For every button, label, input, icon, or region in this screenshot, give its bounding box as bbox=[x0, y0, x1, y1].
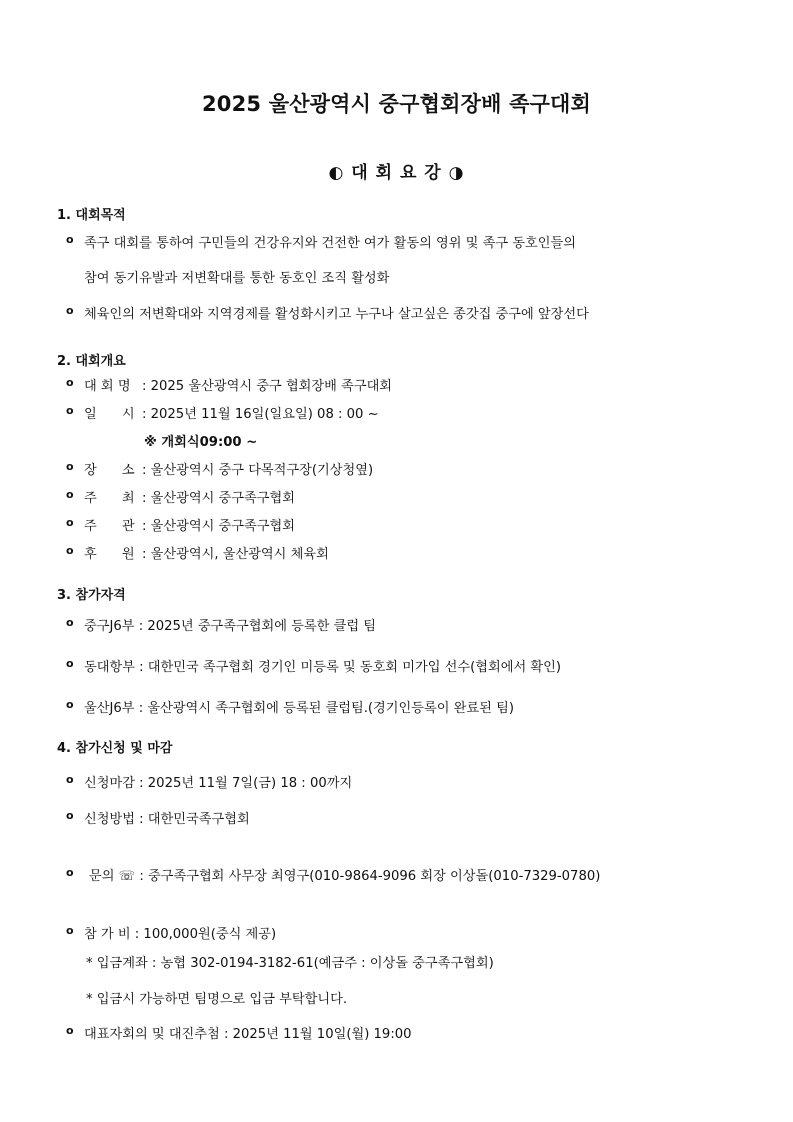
eligibility-line-3: 울산J6부 : 울산광역시 족구협회에 등록된 클럽팀.(경기인등록이 완료된 팀) bbox=[84, 701, 514, 716]
application-deadline: 신청마감 : 2025년 11월 7일(금) 18 : 00까지 bbox=[84, 776, 353, 791]
section-heading-purpose: 1. 대회목적 bbox=[57, 208, 126, 223]
overview-date bbox=[84, 403, 379, 422]
opening-ceremony-note: ※ 개회식09:00 ~ bbox=[144, 435, 258, 450]
purpose-line-2: 체육인의 저변확대와 지역경제를 활성화시키고 누구나 살고싶은 종갓집 중구에 앞장선다 bbox=[84, 307, 589, 322]
section-heading-eligibility: 3. 참가자격 bbox=[57, 588, 126, 603]
eligibility-line-2: 동대항부 : 대한민국 족구협회 경기인 미등록 및 동호회 미가입 선수(협회에서 확인) bbox=[84, 660, 562, 675]
purpose-line-1a: 족구 대회를 통하여 구민들의 건강유지와 건전한 여가 활동의 영위 및 족구 동호인들의 bbox=[84, 236, 576, 251]
section-heading-overview: 2. 대회개요 bbox=[57, 354, 126, 369]
section-heading-application: 4. 참가신청 및 마감 bbox=[57, 741, 173, 756]
bullet-icon: o bbox=[66, 866, 74, 879]
bullet-icon: o bbox=[66, 488, 74, 501]
bullet-icon: o bbox=[66, 233, 74, 246]
bullet-icon: o bbox=[66, 404, 74, 417]
document-subtitle: ◐ 대 회 요 강 ◑ bbox=[328, 163, 465, 183]
bullet-icon: o bbox=[66, 1024, 74, 1037]
overview-host bbox=[84, 487, 295, 506]
application-method: 신청방법 : 대한민국족구협회 bbox=[84, 812, 250, 827]
organizer-label: 주 관 bbox=[84, 519, 135, 534]
bullet-icon: o bbox=[66, 698, 74, 711]
application-contact: 문의 ☏ : 중구족구협회 사무장 최영구(010-9864-9096 회장 이상돌(010-7329-0780) bbox=[89, 869, 601, 884]
purpose-line-1b: 참여 동기유발과 저변확대를 통한 동호인 조직 활성화 bbox=[84, 271, 390, 286]
organizer-value: : 울산광역시 중구족구협회 bbox=[142, 519, 295, 534]
bullet-icon: o bbox=[66, 460, 74, 473]
document-title: 2025 울산광역시 중구협회장배 족구대회 bbox=[201, 92, 592, 116]
overview-event-name bbox=[84, 375, 392, 394]
place-value: : 울산광역시 중구 다목적구장(기상청옆) bbox=[142, 463, 374, 478]
bullet-icon: o bbox=[66, 616, 74, 629]
entry-fee: 참 가 비 : 100,000원(중식 제공) bbox=[84, 927, 277, 942]
bullet-icon: o bbox=[66, 657, 74, 670]
overview-sponsor bbox=[84, 543, 329, 562]
sponsor-value: : 울산광역시, 울산광역시 체육회 bbox=[142, 547, 329, 562]
bullet-icon: o bbox=[66, 924, 74, 937]
event-name-label: 대 회 명 bbox=[84, 379, 131, 394]
bank-account: * 입금계좌 : 농협 302-0194-3182-61(예금주 : 이상돌 중구족구협회) bbox=[86, 956, 494, 971]
place-label: 장 소 bbox=[84, 463, 135, 478]
overview-organizer bbox=[84, 515, 295, 534]
bullet-icon: o bbox=[66, 773, 74, 786]
sponsor-label: 후 원 bbox=[84, 547, 135, 562]
date-label: 일 시 bbox=[84, 407, 135, 422]
bullet-icon: o bbox=[66, 809, 74, 822]
date-value: : 2025년 11월 16일(일요일) 08 : 00 ~ bbox=[142, 407, 379, 422]
bullet-icon: o bbox=[66, 376, 74, 389]
eligibility-line-1: 중구J6부 : 2025년 중구족구협회에 등록한 클럽 팀 bbox=[84, 619, 376, 634]
event-name-value: : 2025 울산광역시 중구 협회장배 족구대회 bbox=[142, 379, 393, 394]
host-value: : 울산광역시 중구족구협회 bbox=[142, 491, 295, 506]
bullet-icon: o bbox=[66, 516, 74, 529]
overview-place bbox=[84, 459, 373, 478]
bullet-icon: o bbox=[66, 304, 74, 317]
representative-meeting: 대표자회의 및 대진추첨 : 2025년 11월 10일(월) 19:00 bbox=[84, 1027, 412, 1042]
deposit-note: * 입금시 가능하면 팀명으로 입금 부탁합니다. bbox=[86, 992, 348, 1007]
bullet-icon: o bbox=[66, 544, 74, 557]
host-label: 주 최 bbox=[84, 491, 135, 506]
